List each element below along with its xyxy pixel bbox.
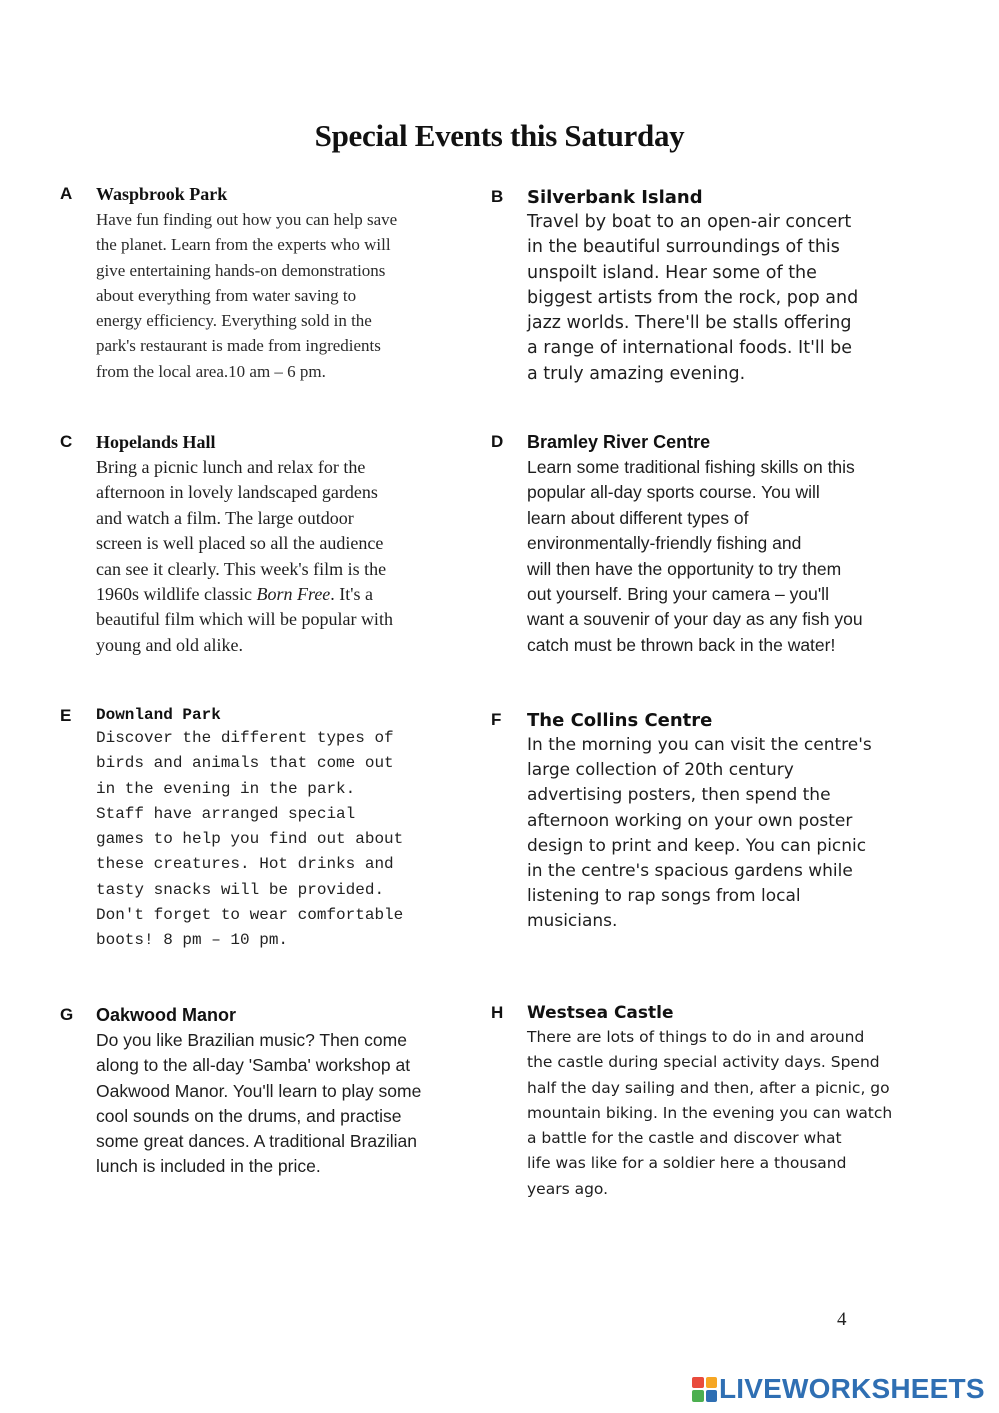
event-description <box>96 1028 421 1180</box>
description-line: will then have the opportunity to try them <box>527 558 842 579</box>
description-line: design to print and keep. You can picnic <box>527 835 867 856</box>
description-line: afternoon in lovely landscaped gardens <box>96 482 378 503</box>
description-line: environmentally-friendly fishing and <box>527 533 802 554</box>
description-line: out yourself. Bring your camera – you'll <box>527 584 829 605</box>
description-line: Have fun finding out how you can help save <box>96 210 398 229</box>
event-letter: A <box>60 184 73 203</box>
description-line: catch must be thrown back in the water! <box>527 634 836 655</box>
description-line: birds and animals that come out <box>96 754 394 773</box>
event-name: Bramley River Centre <box>527 432 711 452</box>
logo-mark-icon <box>692 1377 717 1402</box>
description-line: in the beautiful surroundings of this <box>527 237 840 258</box>
description-line: a battle for the castle and discover what <box>527 1129 842 1148</box>
description-line: mountain biking. In the evening you can watch <box>527 1103 893 1122</box>
description-line: unspoilt island. Hear some of the <box>527 262 817 283</box>
event-b <box>491 187 858 387</box>
description-line: advertising posters, then spend the <box>527 785 831 806</box>
description-line: In the morning you can visit the centre's <box>527 735 872 755</box>
description-line: the castle during special activity days. Spend <box>527 1053 880 1072</box>
description-line: Learn some traditional fishing skills on this <box>527 457 855 477</box>
logo-square-icon <box>706 1390 718 1402</box>
description-line: beautiful film which will be popular with <box>96 609 393 630</box>
event-h <box>491 1003 892 1202</box>
event-description <box>527 1025 892 1202</box>
description-line: There are lots of things to do in and around <box>527 1028 865 1046</box>
event-letter: G <box>60 1005 74 1024</box>
event-letter: E <box>60 706 72 725</box>
event-e <box>60 706 403 954</box>
description-line: Staff have arranged special <box>96 804 356 823</box>
description-line: popular all-day sports course. You will <box>527 482 820 503</box>
event-description <box>527 210 858 387</box>
description-line: about everything from water saving to <box>96 285 357 305</box>
event-name: Oakwood Manor <box>96 1005 237 1025</box>
description-line: Discover the different types of <box>96 729 394 747</box>
description-line: Oakwood Manor. You'll learn to play some <box>96 1080 422 1101</box>
event-name: Silverbank Island <box>527 187 703 208</box>
description-line: a truly amazing evening. <box>527 363 746 384</box>
event-letter: C <box>60 432 73 451</box>
event-name: Downland Park <box>96 706 221 724</box>
event-g <box>60 1005 421 1180</box>
description-line: games to help you find out about <box>96 830 404 849</box>
event-letter: F <box>491 710 502 729</box>
description-line: years ago. <box>527 1179 609 1198</box>
event-description <box>96 207 397 384</box>
description-line: musicians. <box>527 911 618 932</box>
event-description <box>96 455 393 658</box>
description-line: give entertaining hands-on demonstrations <box>96 260 386 280</box>
logo-text: LIVEWORKSHEETS <box>719 1373 985 1404</box>
logo-square-icon <box>706 1377 718 1389</box>
description-line: half the day sailing and then, after a picnic, go <box>527 1078 890 1097</box>
event-c <box>60 432 393 658</box>
event-a <box>60 184 397 384</box>
description-line: in the centre's spacious gardens while <box>527 861 853 882</box>
description-line: Bring a picnic lunch and relax for the <box>96 457 366 477</box>
description-line: lunch is included in the price. <box>96 1156 321 1177</box>
description-line: and watch a film. The large outdoor <box>96 507 354 528</box>
logo-square-icon <box>692 1390 704 1402</box>
event-d <box>491 432 863 658</box>
event-description <box>96 726 403 954</box>
description-line: screen is well placed so all the audience <box>96 533 384 554</box>
description-line: Don't forget to wear comfortable <box>96 906 404 925</box>
description-line: biggest artists from the rock, pop and <box>527 287 859 308</box>
description-line: from the local area.10 am – 6 pm. <box>96 361 326 381</box>
description-line: 1960s wildlife classic Born Free. It's a <box>96 584 374 605</box>
description-line: want a souvenir of your day as any fish you <box>527 609 863 630</box>
description-line: energy efficiency. Everything sold in the <box>96 311 372 331</box>
event-name: Waspbrook Park <box>96 184 228 204</box>
description-line: some great dances. A traditional Brazilian <box>96 1131 418 1152</box>
description-line: cool sounds on the drums, and practise <box>96 1105 402 1126</box>
description-line: large collection of 20th century <box>527 760 794 781</box>
description-line: park's restaurant is made from ingredients <box>96 336 381 356</box>
description-line: jazz worlds. There'll be stalls offering <box>527 313 852 334</box>
description-line: boots! 8 pm – 10 pm. <box>96 931 289 950</box>
description-line: tasty snacks will be provided. <box>96 880 385 899</box>
page-number: 4 <box>837 1309 847 1330</box>
description-line: life was like for a soldier here a thousand <box>527 1154 847 1173</box>
description-line: a range of international foods. It'll be <box>527 338 853 359</box>
description-line: Do you like Brazilian music? Then come <box>96 1030 407 1050</box>
logo-square-icon <box>692 1377 704 1389</box>
event-name: The Collins Centre <box>527 710 713 731</box>
description-line: these creatures. Hot drinks and <box>96 855 394 874</box>
description-line: learn about different types of <box>527 507 749 528</box>
description-line: listening to rap songs from local <box>527 886 801 907</box>
event-name: Hopelands Hall <box>96 432 216 452</box>
description-line: in the evening in the park. <box>96 779 356 798</box>
event-letter: B <box>491 187 504 206</box>
liveworksheets-logo[interactable] <box>692 1372 985 1406</box>
page-title: Special Events this Saturday <box>314 118 685 153</box>
event-letter: H <box>491 1003 504 1022</box>
description-line: Travel by boat to an open-air concert <box>527 212 852 232</box>
description-line: the planet. Learn from the experts who will <box>96 235 391 255</box>
description-line: along to the all-day 'Samba' workshop at <box>96 1055 411 1076</box>
event-name: Westsea Castle <box>527 1003 674 1023</box>
description-line: can see it clearly. This week's film is the <box>96 558 387 579</box>
event-description <box>527 733 872 935</box>
event-description <box>527 455 863 658</box>
event-letter: D <box>491 432 504 451</box>
event-f <box>491 710 872 935</box>
description-line: afternoon working on your own poster <box>527 810 853 831</box>
description-line: young and old alike. <box>96 634 243 655</box>
